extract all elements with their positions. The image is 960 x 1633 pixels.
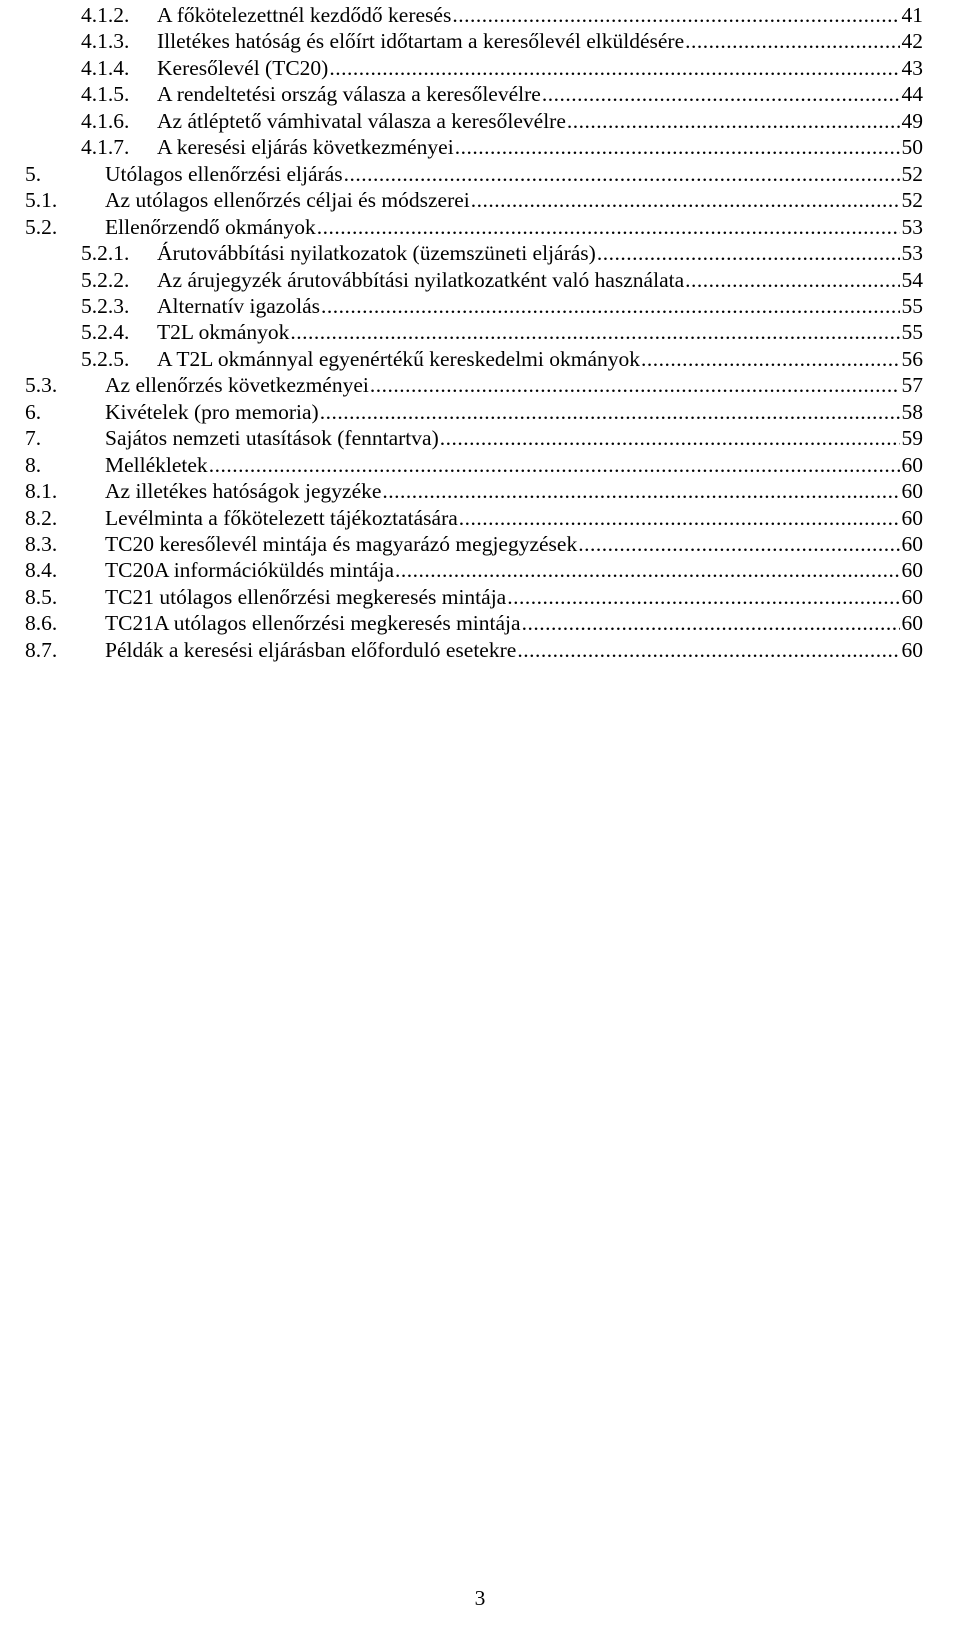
toc-entry-page: 52 — [901, 188, 923, 213]
toc-entry-number: 8. — [25, 452, 42, 477]
toc-entry-number: 5.2.4. — [81, 320, 130, 345]
toc-entry-number: 5.2.5. — [81, 346, 130, 371]
toc-entry-title: Illetékes hatóság és előírt időtartam a keresőlevél elküldésére — [157, 29, 685, 54]
toc-entry-number: 5. — [25, 161, 42, 186]
toc-entry[interactable] — [25, 451, 923, 479]
toc-entry[interactable] — [25, 477, 923, 505]
toc-entry-number: 5.3. — [25, 373, 58, 398]
toc-dot-leader — [320, 398, 900, 426]
toc-entry[interactable] — [81, 239, 923, 267]
toc-dot-leader — [344, 160, 900, 188]
toc-entry-title: Árutovábbítási nyilatkozatok (üzemszüneti eljárás) — [157, 241, 596, 266]
toc-dot-leader — [522, 609, 900, 637]
toc-entry-title: A rendeltetési ország válasza a keresőlevélre — [157, 82, 541, 107]
toc-dot-leader — [685, 266, 899, 294]
toc-dot-leader — [517, 636, 899, 664]
toc-entry-title: Példák a keresési eljárásban előforduló esetekre — [105, 637, 517, 662]
toc-entry-number: 4.1.5. — [81, 82, 130, 107]
toc-entry-title: Mellékletek — [105, 452, 208, 477]
toc-entry-page: 55 — [901, 320, 923, 345]
toc-entry[interactable] — [81, 1, 923, 29]
toc-entry-number: 5.2.3. — [81, 293, 130, 318]
toc-entry[interactable] — [25, 213, 923, 241]
toc-entry-title: TC21 utólagos ellenőrzési megkeresés mintája — [105, 584, 507, 609]
toc-entry-number: 5.2. — [25, 214, 58, 239]
toc-entry[interactable] — [25, 371, 923, 399]
toc-entry-page: 53 — [901, 214, 923, 239]
toc-entry-title: A keresési eljárás következményei — [157, 135, 454, 160]
toc-dot-leader — [370, 371, 900, 399]
toc-entry-page: 59 — [901, 426, 923, 451]
toc-dot-leader — [290, 318, 899, 346]
toc-entry[interactable] — [25, 583, 923, 611]
toc-entry[interactable] — [25, 186, 923, 214]
toc-entry-number: 5.2.1. — [81, 241, 130, 266]
toc-entry-page: 60 — [901, 637, 923, 662]
toc-dot-leader — [685, 27, 899, 55]
toc-entry-page: 50 — [901, 135, 923, 160]
toc-entry-page: 60 — [901, 532, 923, 556]
toc-entry-title: Az árujegyzék árutovábbítási nyilatkozatként való használata — [157, 267, 685, 292]
toc-entry[interactable] — [25, 556, 923, 584]
toc-dot-leader — [597, 239, 900, 267]
toc-entry-page: 60 — [901, 558, 923, 583]
toc-entry-number: 8.1. — [25, 479, 58, 504]
toc-dot-leader — [455, 133, 900, 161]
toc-entry-page: 60 — [901, 479, 923, 504]
toc-entry-page: 60 — [901, 452, 923, 477]
toc-entry-page: 60 — [901, 505, 923, 530]
toc-dot-leader — [452, 1, 899, 29]
toc-entry-title: Az utólagos ellenőrzés céljai és módszerei — [105, 188, 470, 213]
toc-entry-number: 8.5. — [25, 584, 58, 609]
toc-entry-number: 7. — [25, 426, 42, 451]
toc-entry-title: Az illetékes hatóságok jegyzéke — [105, 479, 382, 504]
toc-entry-number: 4.1.7. — [81, 135, 130, 160]
toc-entry-number: 6. — [25, 399, 42, 424]
toc-entry-number: 8.2. — [25, 505, 58, 530]
toc-entry-number: 5.2.2. — [81, 267, 130, 292]
toc-entry-number: 4.1.2. — [81, 3, 130, 27]
toc-entry-number: 8.6. — [25, 611, 58, 636]
toc-entry-page: 60 — [901, 611, 923, 636]
toc-entry-title: TC20A információküldés mintája — [105, 558, 395, 583]
toc-entry-title: TC20 keresőlevél mintája és magyarázó megjegyzések — [105, 532, 578, 556]
toc-entry-title: Az ellenőrzés következményei — [105, 373, 369, 398]
toc-dot-leader — [471, 186, 900, 214]
toc-entry-page: 53 — [901, 241, 923, 266]
toc-entry-number: 4.1.4. — [81, 55, 130, 80]
toc-entry[interactable] — [81, 318, 923, 346]
toc-entry[interactable] — [81, 27, 923, 55]
toc-entry-page: 41 — [901, 3, 923, 27]
toc-dot-leader — [440, 424, 900, 452]
toc-entry-number: 8.4. — [25, 558, 58, 583]
toc-entry-number: 4.1.6. — [81, 108, 130, 133]
toc-dot-leader — [459, 504, 900, 532]
toc-dot-leader — [641, 345, 899, 373]
page-number: 3 — [474, 1586, 486, 1610]
toc-entry-title: Az átléptető vámhivatal válasza a keresőlevélre — [157, 108, 566, 133]
toc-entry-page: 60 — [901, 584, 923, 609]
toc-dot-leader — [209, 451, 900, 479]
toc-entry[interactable] — [25, 504, 923, 532]
toc-entry-title: Ellenőrzendő okmányok — [105, 214, 316, 239]
toc-entry-page: 58 — [901, 399, 923, 424]
toc-entry-page: 56 — [901, 346, 923, 371]
toc-entry-title: Alternatív igazolás — [157, 293, 320, 318]
toc-dot-leader — [317, 213, 900, 241]
toc-entry-title: TC21A utólagos ellenőrzési megkeresés mintája — [105, 611, 521, 636]
toc-entry-number: 8.7. — [25, 637, 58, 662]
toc-dot-leader — [321, 292, 900, 320]
toc-entry-title: A főkötelezettnél kezdődő keresés — [157, 3, 452, 27]
toc-entry-title: Keresőlevél (TC20) — [157, 55, 329, 80]
toc-entry[interactable] — [81, 266, 923, 294]
toc-dot-leader — [507, 583, 899, 611]
toc-entry-page: 44 — [901, 82, 923, 107]
toc-entry-title: Kivételek (pro memoria) — [105, 399, 319, 424]
toc-entry[interactable] — [25, 160, 923, 188]
toc-entry-number: 5.1. — [25, 188, 58, 213]
toc-dot-leader — [578, 530, 899, 558]
toc-dot-leader — [382, 477, 899, 505]
toc-entry-number: 8.3. — [25, 532, 58, 556]
toc-entry[interactable] — [81, 345, 923, 373]
toc-entry-title: A T2L okmánnyal egyenértékű kereskedelmi okmányok — [157, 346, 641, 371]
toc-entry-page: 42 — [901, 29, 923, 54]
toc-entry[interactable] — [81, 292, 923, 320]
toc-entry[interactable] — [25, 609, 923, 637]
toc-dot-leader — [329, 54, 899, 82]
toc-entry[interactable] — [25, 424, 923, 452]
toc-entry-page: 54 — [901, 267, 923, 292]
toc-entry-page: 49 — [901, 108, 923, 133]
toc-entry-title: Levélminta a főkötelezett tájékoztatására — [105, 505, 458, 530]
toc-dot-leader — [395, 556, 899, 584]
toc-entry-title: T2L okmányok — [157, 320, 290, 345]
toc-entry-page: 43 — [901, 55, 923, 80]
toc-entry[interactable] — [81, 107, 923, 135]
toc-entry[interactable] — [81, 80, 923, 108]
toc-entry-title: Sajátos nemzeti utasítások (fenntartva) — [105, 426, 439, 451]
toc-entry[interactable] — [25, 636, 923, 664]
toc-entry-title: Utólagos ellenőrzési eljárás — [105, 161, 343, 186]
toc-entry-page: 55 — [901, 293, 923, 318]
toc-entry[interactable] — [81, 133, 923, 161]
toc-entry-number: 4.1.3. — [81, 29, 130, 54]
toc-dot-leader — [542, 80, 900, 108]
toc-entry[interactable] — [25, 530, 923, 558]
toc-entry[interactable] — [25, 398, 923, 426]
toc-dot-leader — [567, 107, 900, 135]
toc-entry-page: 52 — [901, 161, 923, 186]
toc-entry[interactable] — [81, 54, 923, 82]
toc-entry-page: 57 — [901, 373, 923, 398]
